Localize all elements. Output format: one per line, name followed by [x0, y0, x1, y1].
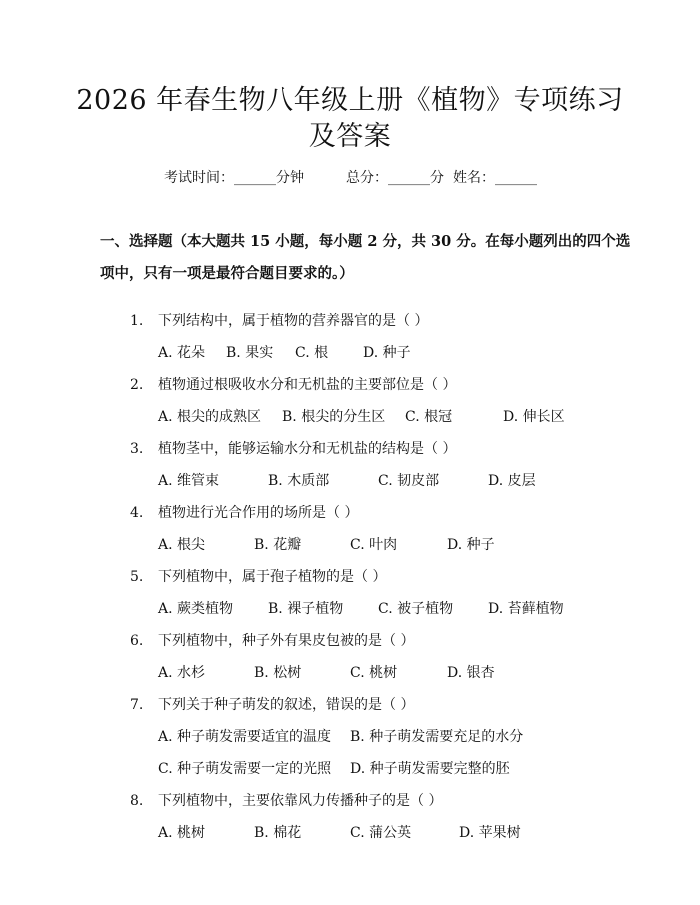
- question-text: 植物通过根吸收水分和无机盐的主要部位是（ ）: [158, 377, 457, 393]
- question-number: 8.: [130, 793, 144, 809]
- option-c: C. 蒲公英: [350, 825, 412, 841]
- option-c: C. 叶肉: [350, 537, 398, 553]
- option-a: A. 维管束: [158, 473, 220, 489]
- option-d: D. 皮层: [488, 473, 536, 489]
- option-b: B. 花瓣: [254, 537, 302, 553]
- option-b: B. 松树: [254, 665, 302, 681]
- option-d: D. 种子萌发需要完整的胚: [350, 761, 510, 777]
- question-text: 下列植物中，种子外有果皮包被的是（ ）: [158, 633, 415, 649]
- option-b: B. 种子萌发需要充足的水分: [350, 729, 524, 745]
- option-d: D. 银杏: [447, 665, 495, 681]
- question-number: 4.: [130, 505, 144, 521]
- option-b: B. 果实: [226, 345, 274, 361]
- question-text: 植物进行光合作用的场所是（ ）: [158, 505, 359, 521]
- option-d: D. 种子: [447, 537, 495, 553]
- option-a: A. 根尖的成熟区: [158, 409, 262, 425]
- exam-time-field: 考试时间：______分钟: [164, 170, 304, 186]
- option-b: B. 裸子植物: [268, 601, 344, 617]
- option-a: A. 花朵: [158, 345, 206, 361]
- option-b: B. 根尖的分生区: [282, 409, 386, 425]
- option-a: A. 根尖: [158, 537, 206, 553]
- question-number: 3.: [130, 441, 144, 457]
- option-c: C. 根: [295, 345, 329, 361]
- page-title: 2026 年春生物八年级上册《植物》专项练习: [76, 85, 624, 116]
- option-c: C. 被子植物: [378, 601, 454, 617]
- option-d: D. 苹果树: [459, 825, 521, 841]
- section-heading: 一、选择题（本大题共 15 小题，每小题 2 分，共 30 分。在每小题列出的四个选: [100, 233, 631, 250]
- option-c: C. 韧皮部: [378, 473, 440, 489]
- option-d: D. 种子: [363, 345, 411, 361]
- question-text: 下列植物中，主要依靠风力传播种子的是（ ）: [158, 793, 443, 809]
- option-b: B. 木质部: [268, 473, 330, 489]
- option-d: D. 伸长区: [503, 409, 565, 425]
- question-number: 2.: [130, 377, 144, 393]
- section-heading-continued: 项中，只有一项是最符合题目要求的。）: [100, 265, 354, 282]
- option-c: C. 根冠: [405, 409, 453, 425]
- option-c: C. 种子萌发需要一定的光照: [158, 761, 332, 777]
- question-number: 1.: [130, 313, 144, 329]
- option-a: A. 种子萌发需要适宜的温度: [158, 729, 332, 745]
- option-b: B. 棉花: [254, 825, 302, 841]
- option-a: A. 桃树: [158, 825, 206, 841]
- question-text: 下列关于种子萌发的叙述，错误的是（ ）: [158, 697, 415, 713]
- option-c: C. 桃树: [350, 665, 398, 681]
- page-title-continued: 及答案: [308, 121, 392, 152]
- option-d: D. 苔藓植物: [488, 601, 564, 617]
- total-score-field: 总分：______分: [346, 170, 444, 186]
- question-number: 6.: [130, 633, 144, 649]
- question-text: 下列植物中，属于孢子植物的是（ ）: [158, 569, 387, 585]
- option-a: A. 水杉: [158, 665, 206, 681]
- question-number: 7.: [130, 697, 144, 713]
- name-field: 姓名：______: [453, 170, 537, 186]
- question-text: 植物茎中，能够运输水分和无机盐的结构是（ ）: [158, 441, 457, 457]
- question-text: 下列结构中，属于植物的营养器官的是（ ）: [158, 313, 429, 329]
- option-a: A. 蕨类植物: [158, 601, 234, 617]
- question-number: 5.: [130, 569, 144, 585]
